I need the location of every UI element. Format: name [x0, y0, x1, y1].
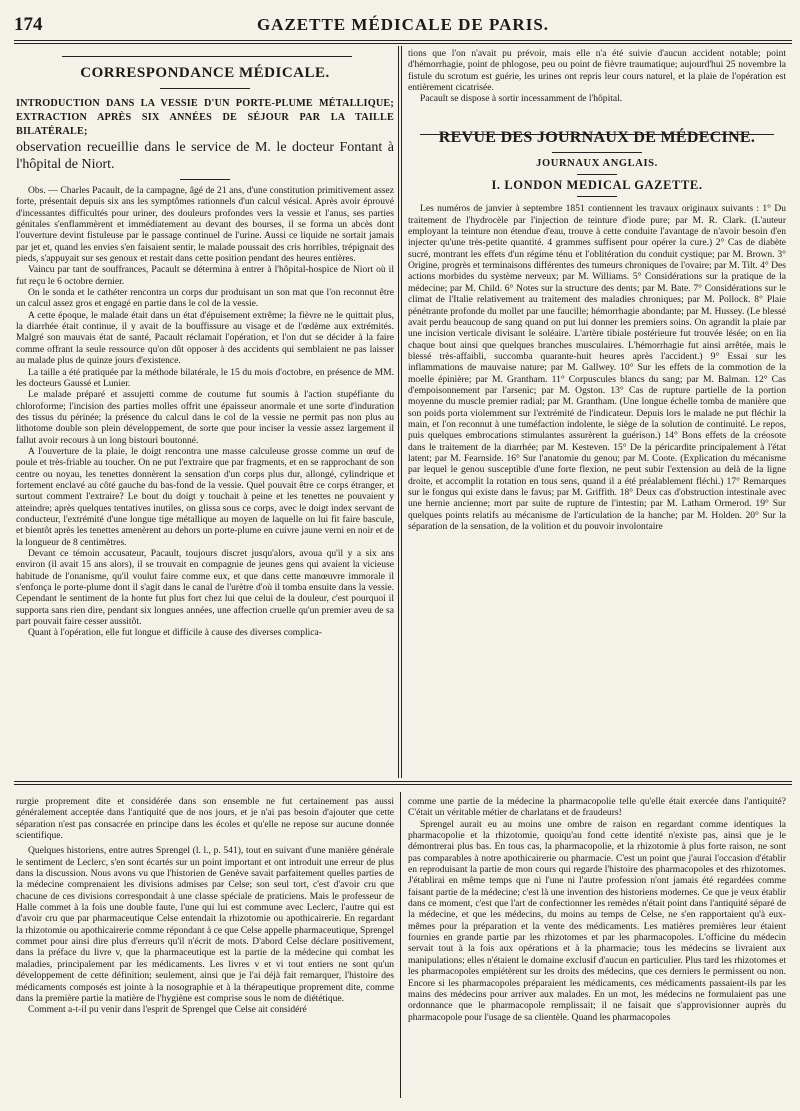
- paragraph: La taille a été pratiquée par la méthode bilatérale, le 15 du mois d'octobre, en présence de MM. les docteurs Gaussé et Lunier.: [16, 366, 394, 389]
- correspondance-heading: CORRESPONDANCE MÉDICALE.: [80, 65, 330, 81]
- sub-divider: [577, 174, 617, 175]
- paragraph: Sprengel aurait eu au moins une ombre de raison en regardant comme identiques la pharmacopolie et la rhizotomie, quoiqu'au fond cette identité n'existe pas, ainsi que je le démontrerai plus bas. En tous cas, la pharmacopolie, et la rhizotomie à plus forte raison, ne sont pas comparables à notre apothicairerie ou pharmacie. C'est un point que j'aurai l'occasion d'établir en reproduisant la partie de mon cours qui regarde l'histoire des pharmacopoles et des rhizotomes. J'établirai en même temps que ni l'une ni l'autre profession n'ont jamais été regardées comme faisant partie de la médecine; c'est là une invention des historiens modernes. Ce que je veux établir dans ce moment, c'est que l'art de confectionner les remèdes n'était point dans l'antiquité séparé de la médecine, et que les médecins, du moins au temps de Celse, ne s'en rapportaient qu'à eux-mêmes pour la préparation et la vente des médicaments. Les matières premières leur étaient fournies en grande partie par les rhizotomes et par les pharmacopoles. L'officine du médecin servait tout à la fois aux opérations et à la pharmacie; tous les médecins se livraient aux manipulations; elles n'étaient le domaine exclusif d'aucun en particulier. Plus tard les rhizotomes et les pharmacopoles empiétèrent sur les droits des médecins, que ces derniers le permissent ou non. Encore si les pharmacopoles préparaient les médicaments, ces médicaments passaient-ils par les mains des médecins pour arriver aux malades. En un mot, les médecins ne formulaient pas une ordonnance que le pharmacopole remplissait; il ne faisait que s'approvisionner auprès du pharmacopole pour l'usage de sa clientèle. Quand les pharmacopoles: [408, 818, 786, 1023]
- journal-title: GAZETTE MÉDICALE DE PARIS.: [256, 15, 550, 34]
- article-divider: [180, 179, 230, 180]
- paragraph: Le malade préparé et assujetti comme de coutume fut soumis à l'action stupéfiante du chloroforme; l'incision des parties molles offrit une épaisseur anormale et une sorte d'induration des tissus du périnée; la présence du calcul dans le col de la vessie ne permit pas non plus au lithotome double son plein développement, de sorte que pour inciser la vessie assez largement il fallut avoir recours à un long bistouri boutonné.: [16, 389, 394, 446]
- sub-divider-2: [577, 196, 617, 197]
- revue-box-rule: [420, 134, 774, 135]
- bottom-left-column: [16, 796, 394, 1096]
- paragraph: Vaincu par tant de souffrances, Pacault se détermina à entrer à l'hôpital-hospice de Niort où il fut reçu le 6 octobre dernier.: [16, 264, 394, 287]
- revue-divider: [552, 152, 642, 153]
- header-rule: [14, 40, 792, 41]
- page-header: [14, 14, 792, 40]
- left-top-column: [16, 50, 394, 770]
- column-separator: [398, 46, 402, 778]
- paragraph: rurgie proprement dite et considérée dans son ensemble ne fut certainement pas aussi généralement acceptée dans l'antiquité que de nos jours, et je n'ai pas besoin d'ajouter que cette séparation n'est pas consacrée en principe dans les écoles et qu'elle ne repose sur aucune donnée scientifique.: [16, 796, 394, 842]
- feuilleton-rule-thin: [14, 784, 792, 785]
- london-medical-gazette: I. LONDON MEDICAL GAZETTE.: [491, 178, 703, 193]
- paragraph: Comment a-t-il pu venir dans l'esprit de Sprengel que Celse ait considéré: [28, 1004, 307, 1016]
- paragraph: Quelques historiens, entre autres Sprengel (l. l., p. 541), tout en suivant d'une manière générale le sentiment de Leclerc, s'en sont écartés sur un point important et ont introduit une erreur de plus dans la discussion. Nous avons vu que l'historien de Genève savait parfaitement quelles parties de la médecine comprenaient les divisions admises par Celse; son seul tort, c'est d'avoir cru que chacune de ces divisions correspondait à une classe spéciale de praticiens. Mais le professeur de Halle commet à la fois une double faute, l'une qui lui est commune avec Leclerc, l'autre qui est d'avoir cru que par pharmaceutique Celse entendait la rhizotomie ou apothicairerie. En regardant la rhizotomie ou apothicairerie comme répondant à ce que Celse appelle pharmaceutique, Sprengel commet pour ainsi dire plus d'erreurs qu'il n'écrit de mots. D'abord Celse déclare positivement, dans la préface du livre v, que la pharmaceutique est la partie de la médecine qui combat les maladies, principalement par les médicaments. Les livres v et vi tout entiers ne sont qu'un développement de cette définition; seulement, ainsi que je l'ai déjà fait remarquer, l'histoire des médicaments composés est jointe à la nosographie et à la thérapeutique proprement dite, comme dans la première partie la matière de l'hygiène est comprise sous le nom de diététique.: [16, 845, 394, 1004]
- feuilleton-rule: [14, 781, 792, 782]
- paragraph: A l'ouverture de la plaie, le doigt rencontra une masse calculeuse grosse comme un œuf de poule et très-friable au toucher. On ne put l'extraire que par fragments, et en se rapprochant de son centre ou noyau, les tenettes donnèrent la sensation d'un corps plus dur, allongé, cylindrique et fortement enclavé au côté gauche du bas-fond de la vessie. Quel pouvait être ce corps étranger, et surtout comment l'extraire? Le bout du doigt y touchait à peine et les tenettes ne pouvaient y atteindre; après quelques tentatives inutiles, on glissa sous ce corps, avec le doigt index servant de conducteur, l'extrémité d'une longue tige métallique au moyen de laquelle on lui fit faire bascule, et bientôt après les tenettes amenèrent au dehors un porte-plume en cuivre jaune verni en noir et de la longueur de 8 centimètres.: [16, 445, 394, 548]
- revue-body: Les numéros de janvier à septembre 1851 contiennent les travaux originaux suivants : 1° Du traitement de l'hydrocèle par l'injection de teinture d'iode pure; par M. R. Clark. (L'auteur employant la teinture non étendue d'eau, trouve à cette conduite l'avantage de n'avoir besoin d'en injecter qu'une très-petite quantité. 4 grammes suffisent pour opérer la cure.) 2° Cas de diabète sucré, montrant les effets d'un régime ténu et l'oblitération du conduit cystique; par M. Brown. 3° Origine, progrès et terminaisons différentes des tumeurs chroniques de l'ovaire; par M. Tilt. 4° Des actions morbides du système nerveux; par M. Williams. 5° Considérations sur la pratique de la médecine; par M. Child. 6° Notes sur la structure des dents; par M. Bate. 7° Considérations sur le climat de l'Italie relativement au traitement des maladies chroniques; par M. Pollock. 8° Plaie pénétrante profonde du mollet par une faucille; hémorrhagie abondante; par M. Hussey. (Le blessé avait perdu beaucoup de sang quand on put lui donner les premiers soins. On agrandit la plaie par une incision verticale divisant le soléaire. L'artère tibiale postérieure fut trouvée lésée; on en lia chaque bout ainsi que quelques branches musculaires. L'hémorrhagie fut ainsi arrêtée, mais le blessé très-affaibli, succomba quarante-huit heures après l'accident.) 9° Essai sur les inflammations de mauvaise nature; par M. Gallwey. 10° Sur les effets de la commotion de la moelle épinière; par M. Grantham. 11° Corpuscules blancs du sang; par M. Balman. 12° Cas d'empoisonnement par l'arsenic; par M. Ogston. 13° Cas de rupture partielle de la portion moyenne du muscle premier radial; par M. Grantham. (Une longue échelle tomba de manière que son poids porta violemment sur l'extrémité de l'indicateur. Depuis lors le malade ne put fléchir la main, et l'on reconnut à une tuméfaction indolente, le siège de la solution de continuité. Le repos, puis quelques embrocations stimulantes assurèrent la guérison.) 14° Bons effets de la créosote dans le traitement de la diarrhée; par M. Kesteven. 15° De la péricardite principalement à l'état latent; par M. Fearnside. 16° Sur l'anatomie du genou; par M. Coote. (Explication du mécanisme par lequel le genou susceptible d'une forte flexion, ne peut subir l'extension au delà de la ligne droite, et accomplit la rotation en tous sens, quand il a été préalablement fléchi.) 17° Remarques sur le fongus qui existe dans le favus; par M. Griffith. 18° Deux cas d'obstruction intestinale avec une hernie ancienne; mort par suite de rupture de l'intestin; par M. Latham Ormerod. 19° Sur quelques points relatifs au mécanisme de l'articulation de la hanche; par M. Holden. 20° Sur la séparation de la sensation, de la volition et du pouvoir involontaire: [408, 203, 786, 533]
- bottom-right-column: [408, 796, 786, 1096]
- bottom-column-separator: [400, 792, 401, 1098]
- paragraph: On le sonda et le cathéter rencontra un corps dur produisant un son mat que l'on reconnut être un calcul assez gros et engagé en partie dans le col de la vessie.: [16, 287, 394, 310]
- page-number: 174: [14, 14, 43, 35]
- journaux-anglais: JOURNAUX ANGLAIS.: [536, 157, 658, 169]
- paragraph: Quant à l'opération, elle fut longue et difficile à cause des diverses complica-: [28, 627, 322, 639]
- paragraph: Obs. — Charles Pacault, de la campagne, âgé de 21 ans, d'une constitution primitivement assez forte, présentait depuis six ans les symptômes rationnels d'un calcul vésical. Après avoir éprouvé d'incessantes difficultés pour uriner, des douleurs profondes vers la vessie et l'anus, ses parties génitales s'enflammèrent et immédiatement au devant des bourses, il se forma un abcès dont l'ouverture devint fistuleuse par le passage continuel de l'urine. Aussi ce liquide ne sortait jamais par jet et, quand les envies s'en faisaient sentir, le malade poussait des cris horribles, trépignait des pieds, s'appuyait sur ses genoux et restait dans cette position pendant des heures entières.: [16, 185, 394, 265]
- paragraph: Devant ce témoin accusateur, Pacault, toujours discret jusqu'alors, avoua qu'il y a six ans environ (il avait 15 ans alors), il se trouvait en compagnie de jeunes gens qui avaient la vicieuse habitude de l'onanisme, qu'il voulut faire comme eux, et que dans cette manœuvre immorale il s'enfonça le porte-plume dont il s'agit dans le canal de l'urètre d'où il tomba ensuite dans la vessie. Cependant le sentiment de la honte fut plus fort chez lui que celui de la douleur, c'est pourquoi il supporta sans rien dire, pendant six longues années, une affection cruelle qu'un premier aveu de sa part pouvait faire cesser aussitôt.: [16, 548, 394, 628]
- article-subtitle: observation recueillie dans le service de M. le docteur Fontant à l'hôpital de Niort.: [16, 140, 394, 172]
- section-divider: [160, 88, 250, 89]
- closing-text: Pacault se dispose à sortir incessamment de l'hôpital.: [420, 93, 623, 105]
- revue-heading: REVUE DES JOURNAUX DE MÉDECINE.: [438, 128, 756, 146]
- paragraph: comme une partie de la médecine la pharmacopolie telle qu'elle était exercée dans l'antiquité? C'était un véritable métier de charlatans et de fraudeurs!: [408, 796, 786, 819]
- header-rule-thin: [14, 43, 792, 44]
- section-box-rule: [62, 56, 352, 57]
- article-title: INTRODUCTION DANS LA VESSIE D'UN PORTE-PLUME MÉTALLIQUE; EXTRACTION APRÈS SIX ANNÉES DE SÉJOUR PAR LA TAILLE BILATÉRALE;: [16, 98, 394, 137]
- right-top-column: [408, 48, 786, 774]
- continuation-text: tions que l'on n'avait pu prévoir, mais elle n'a été suivie d'aucun accident notable; point d'hémorrhagie, point de phlogose, peu ou point de fièvre traumatique; aujourd'hui 25 novembre la fistule du scrotum est guérie, les urines ont repris leur cours naturel, et la plaie de l'opération est entièrement cicatrisée.: [408, 48, 786, 94]
- paragraph: A cette époque, le malade était dans un état d'épuisement extrême; la fièvre ne le quittait plus, la diarrhée était continue, il y avait de la bouffissure au visage et de l'œdème aux extrémités. Malgré son mauvais état de santé, Pacault réclamait l'opération, et l'on dut se décider à la faire comme offrant la seule ressource qu'on dût opposer à des accidents qui semblaient ne pas laisser au malade plus de quinze jours d'existence.: [16, 309, 394, 367]
